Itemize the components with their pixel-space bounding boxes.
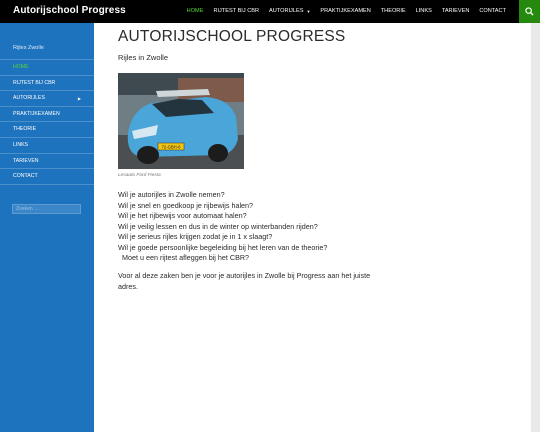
question-line: Wil je veilig lessen en dus in de winter op winterbanden rijden?: [118, 221, 318, 231]
site-tagline: Rijles Zwolle: [13, 45, 44, 51]
question-line: Wil je goede persoonlijke begeleiding bij het leren van de theorie?: [118, 242, 328, 252]
page-subtitle: Rijles in Zwolle: [118, 53, 169, 62]
site-title-link[interactable]: Autorijschool Progress: [13, 5, 126, 16]
chevron-right-icon: ▶: [77, 96, 81, 102]
nav-item-tarieven[interactable]: TARIEVEN: [441, 8, 470, 14]
license-plate: 72-GBH-6: [161, 144, 181, 150]
sidebar: [0, 23, 94, 432]
search-toggle-button[interactable]: [519, 0, 540, 23]
sidebar-item-theorie[interactable]: THEORIE: [0, 122, 94, 138]
nav-item-rijtest-bij-cbr[interactable]: RIJTEST BIJ CBR: [213, 8, 260, 14]
closing-paragraph: Voor al deze zaken ben je voor je autorijles in Zwolle bij Progress aan het juiste adres.: [118, 271, 371, 291]
question-line: Moet u een rijtest afleggen bij het CBR?: [118, 253, 250, 262]
question-line: Wil je serieus rijles krijgen zodat je in 1 x slaagt?: [118, 232, 273, 241]
nav-item-theorie[interactable]: THEORIE: [380, 8, 406, 14]
page-scrollbar[interactable]: [531, 23, 540, 432]
nav-item-links[interactable]: LINKS: [415, 8, 432, 14]
questions-paragraph: [118, 190, 378, 264]
sidebar-item-home[interactable]: HOME: [0, 60, 94, 76]
primary-nav: [182, 0, 511, 23]
sidebar-item-contact[interactable]: CONTACT: [0, 169, 94, 185]
nav-item-label: AUTORIJLES: [269, 8, 304, 14]
sidebar-item-rijtest-bij-cbr[interactable]: RIJTEST BIJ CBR: [0, 76, 94, 92]
question-line: Wil je snel en goedkoop je rijbewijs halen?: [118, 200, 254, 210]
nav-item-contact[interactable]: CONTACT: [479, 8, 506, 14]
chevron-down-icon: ▼: [306, 9, 311, 14]
question-line: Wil je het rijbewijs voor automaat halen?: [118, 211, 247, 220]
nav-item-autorijles[interactable]: [264, 0, 315, 23]
sidebar-item-label: AUTORIJLES: [13, 95, 45, 102]
nav-item-home[interactable]: HOME: [186, 8, 204, 14]
sidebar-item-autorijles[interactable]: [0, 91, 94, 107]
sidebar-item-tarieven[interactable]: TARIEVEN: [0, 154, 94, 170]
sidebar-item-links[interactable]: LINKS: [0, 138, 94, 154]
page-title: AUTORIJSCHOOL PROGRESS: [118, 28, 346, 45]
search-icon: [525, 7, 534, 16]
sidebar-menu: [0, 59, 94, 185]
sidebar-search-input[interactable]: Zoeken …: [12, 204, 81, 214]
image-caption: Lesauto Ford Fiesta: [118, 173, 161, 178]
nav-item-praktijkexamen[interactable]: PRAKTIJKEXAMEN: [320, 8, 371, 14]
car-image: [118, 73, 244, 169]
sidebar-item-praktijkexamen[interactable]: PRAKTIJKEXAMEN: [0, 107, 94, 123]
car-photo: [118, 73, 244, 169]
site-header: [0, 0, 540, 23]
question-line: Wil je autorijles in Zwolle nemen?: [118, 190, 225, 199]
